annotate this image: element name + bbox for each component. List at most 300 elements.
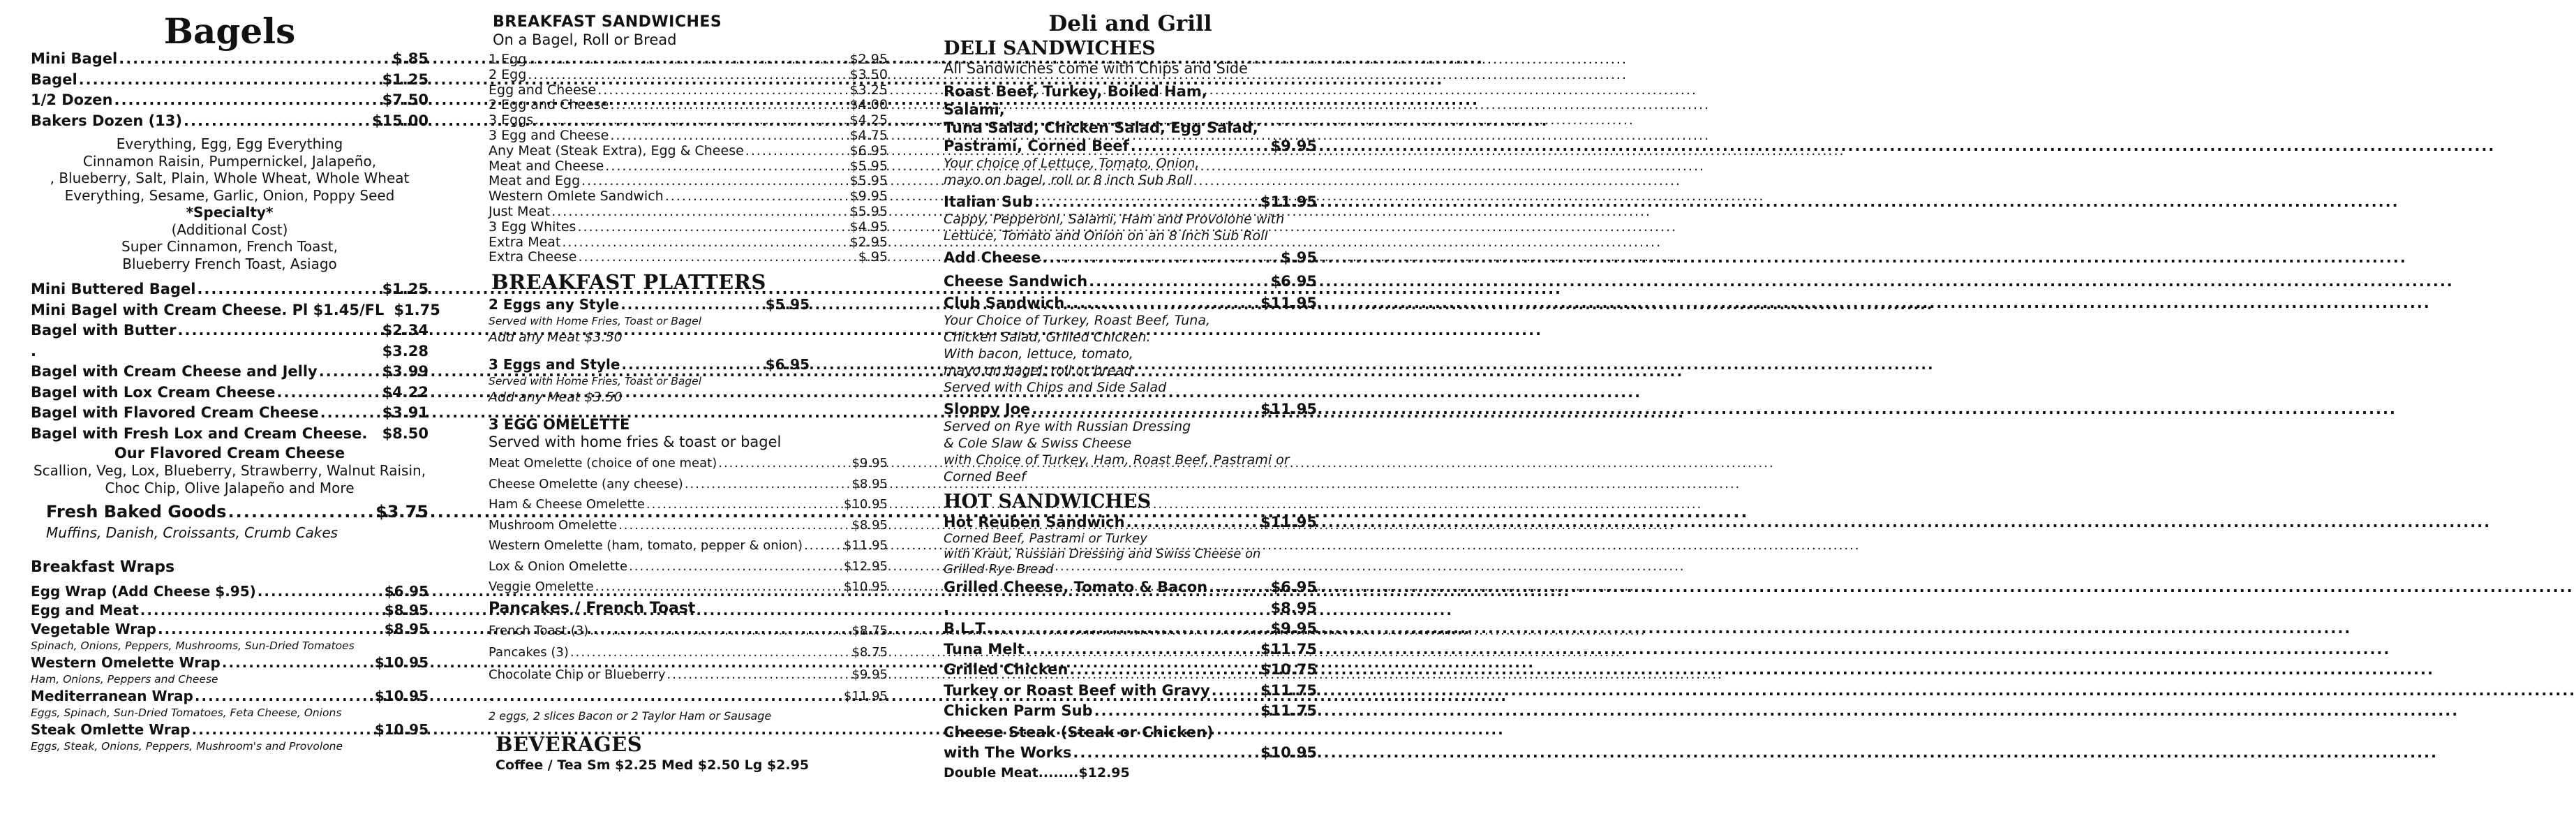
breakfast-sandwiches-title: BREAKFAST SANDWICHES bbox=[493, 13, 722, 31]
menu-item-row bbox=[489, 642, 888, 664]
breakfast-wraps-title: Breakfast Wraps bbox=[31, 558, 175, 576]
item-price: $11.95 bbox=[1260, 401, 1317, 417]
item-name: Mini Bagel bbox=[31, 50, 118, 67]
item-price: $3.91 bbox=[382, 404, 429, 421]
leader-dots bbox=[535, 113, 848, 128]
item-price: $5.95 bbox=[849, 173, 888, 189]
item-name: Egg Wrap (Add Cheese $.95) bbox=[31, 583, 256, 600]
leader-dots bbox=[618, 515, 850, 536]
leader-dots bbox=[195, 687, 373, 706]
item-name: Vegetable Wrap bbox=[31, 621, 156, 637]
specialty-line: Blueberry French Toast, Asiago bbox=[122, 255, 337, 272]
add-cheese-row bbox=[944, 249, 1317, 268]
item-price: $4.25 bbox=[849, 112, 888, 128]
item-name: 2 Egg bbox=[489, 66, 527, 82]
breakfast-sandwich-list bbox=[489, 52, 888, 265]
menu-item-row bbox=[31, 362, 429, 383]
menu-item-row bbox=[489, 686, 888, 708]
wrap-list bbox=[31, 582, 429, 753]
item-name: . bbox=[489, 689, 493, 704]
leader-dots bbox=[197, 279, 380, 300]
item-price: $10.95 bbox=[844, 497, 888, 512]
item-price: $11.95 bbox=[844, 689, 888, 704]
leader-dots bbox=[320, 403, 381, 424]
menu-item-row bbox=[489, 250, 888, 265]
bagels-column bbox=[31, 0, 440, 754]
item-price: $8.95 bbox=[384, 602, 429, 619]
item-price: $8.95 bbox=[851, 476, 888, 491]
menu-item-row bbox=[489, 453, 888, 474]
specialty-line: Super Cinnamon, French Toast, bbox=[121, 238, 338, 255]
item-name: Meat Omelette (choice of one meat) bbox=[489, 456, 717, 471]
wrap-note: Spinach, Onions, Peppers, Mushrooms, Sun-Dried Tomatoes bbox=[31, 639, 355, 652]
item-price: $10.95 bbox=[374, 688, 429, 704]
note-line: Corned Beef bbox=[944, 469, 1026, 484]
platter-note: Served with Home Fries, Toast or Bagel bbox=[489, 315, 702, 328]
item-name: Bagel with Fresh Lox and Cream Cheese. bbox=[31, 424, 368, 442]
item-name: B.L.T bbox=[944, 620, 985, 637]
classic-line: Tuna Salad, Chicken Salad, Egg Salad, bbox=[944, 119, 1258, 136]
sloppy-joe-row bbox=[944, 400, 1317, 418]
bagel-flavor-list bbox=[31, 135, 429, 204]
item-name: 2 Eggs any Style bbox=[489, 296, 620, 313]
item-price: $9.95 bbox=[849, 188, 888, 205]
wrap-note: Eggs, Spinach, Sun-Dried Tomatoes, Feta Cheese, Onions bbox=[31, 706, 342, 719]
note-line: Your choice of Lettuce, Tomato, Onion, bbox=[944, 156, 1200, 171]
item-price: $6.95 bbox=[849, 142, 888, 158]
menu-item-row bbox=[489, 144, 888, 159]
wrap-row bbox=[31, 687, 429, 706]
leader-dots bbox=[158, 620, 383, 639]
leader-dots bbox=[114, 90, 380, 111]
item-name: Bagel with Flavored Cream Cheese bbox=[31, 404, 319, 421]
classic-deli-row bbox=[944, 137, 1317, 155]
item-name: Steak Omlette Wrap bbox=[31, 721, 191, 738]
item-name: Grilled Cheese, Tomato & Bacon bbox=[944, 579, 1208, 595]
menu-item-row bbox=[489, 474, 888, 495]
leader-dots bbox=[610, 98, 848, 113]
item-name: Sloppy Joe bbox=[944, 401, 1031, 417]
cheese-steak-line: Cheese Steak (Steak or Chicken) bbox=[944, 723, 1214, 741]
club-sandwich-row bbox=[944, 294, 1317, 312]
flavored-cream-cheese-title: Our Flavored Cream Cheese bbox=[114, 445, 345, 461]
menu-item-row bbox=[489, 98, 888, 113]
item-price: $3.28 bbox=[382, 342, 429, 360]
item-price: $11.75 bbox=[1260, 681, 1317, 699]
item-name: Grilled Chicken bbox=[944, 661, 1069, 678]
omelette-subtitle: Served with home fries & toast or bagel bbox=[489, 434, 782, 451]
leader-dots bbox=[621, 355, 764, 374]
item-name: 3 Eggs bbox=[489, 112, 534, 128]
menu-item-row bbox=[944, 598, 1317, 619]
deli-sandwiches-subtitle: All Sandwiches come with Chips and Side bbox=[944, 60, 1248, 77]
menu-item-row bbox=[944, 577, 1317, 598]
note-line: Grilled Rye Bread bbox=[944, 562, 1054, 577]
specialty-list bbox=[31, 238, 429, 272]
menu-item-row bbox=[944, 701, 1317, 722]
leader-dots bbox=[745, 144, 849, 159]
specialty-note: (Additional Cost) bbox=[171, 221, 288, 238]
item-name: 3 Eggs and Style bbox=[489, 356, 620, 373]
leader-dots bbox=[119, 49, 391, 70]
item-price: $1.25 bbox=[382, 71, 429, 88]
italian-sub-row bbox=[944, 193, 1317, 211]
leader-dots bbox=[528, 52, 848, 68]
item-name: Bagel with Cream Cheese and Jelly bbox=[31, 363, 318, 380]
item-price: $3.75 bbox=[375, 502, 429, 521]
item-name: Cheese Omelette (any cheese) bbox=[489, 476, 683, 491]
item-name: Mini Bagel with Cream Cheese. Pl $1.45/FL bbox=[31, 301, 385, 318]
pancakes-note: 2 eggs, 2 slices Bacon or 2 Taylor Ham or Sausage bbox=[489, 709, 772, 723]
item-price: $9.95 bbox=[1270, 138, 1317, 154]
sloppy-joe-notes bbox=[944, 418, 1317, 485]
item-name: French Toast (3) bbox=[489, 623, 589, 638]
item-name: Egg and Cheese bbox=[489, 82, 597, 98]
club-sandwich-notes bbox=[944, 312, 1317, 396]
menu-item-row bbox=[31, 403, 429, 424]
item-name: Mushroom Omelette bbox=[489, 517, 618, 533]
item-name: Lox & Onion Omelette bbox=[489, 558, 628, 574]
item-price: $.85 bbox=[392, 50, 429, 67]
item-price: $8.75 bbox=[851, 645, 888, 660]
item-price: $.95 bbox=[1281, 249, 1317, 266]
item-price: $11.75 bbox=[1260, 640, 1317, 658]
wrap-row bbox=[31, 601, 429, 620]
baked-goods-note: Muffins, Danish, Croissants, Crumb Cakes bbox=[46, 524, 338, 541]
item-name: Ham & Cheese Omelette bbox=[489, 497, 645, 512]
item-name: 1 Egg bbox=[489, 52, 527, 67]
leader-dots bbox=[629, 556, 842, 577]
leader-dots bbox=[192, 720, 373, 739]
item-name: Veggie Omelette bbox=[489, 579, 594, 595]
item-price: $5.95 bbox=[765, 296, 810, 313]
classic-line: Salami, bbox=[944, 101, 1005, 118]
wrap-note: Ham, Onions, Peppers and Cheese bbox=[31, 673, 218, 686]
menu-item-row bbox=[31, 90, 429, 111]
item-name: Chicken Parm Sub bbox=[944, 702, 1093, 719]
leader-dots bbox=[79, 70, 381, 91]
leader-dots bbox=[562, 235, 848, 251]
breakfast-sandwiches-subtitle: On a Bagel, Roll or Bread bbox=[493, 31, 677, 48]
flavor-line: Everything, Egg, Egg Everything bbox=[116, 135, 343, 152]
platter-addon: Add any Meat $3.50 bbox=[489, 330, 623, 346]
menu-item-row bbox=[489, 83, 888, 98]
menu-item-row bbox=[489, 174, 888, 189]
item-name: Bagel with Butter bbox=[31, 322, 177, 339]
menu-item-row bbox=[31, 70, 429, 91]
double-meat-line: Double Meat........$12.95 bbox=[944, 765, 1130, 780]
bagels-title: Bagels bbox=[163, 10, 296, 52]
leader-dots bbox=[1209, 577, 1269, 598]
item-name: Western Omelette (ham, tomato, pepper & onion) bbox=[489, 538, 803, 554]
note-line: With bacon, lettuce, tomato, bbox=[944, 346, 1133, 362]
menu-item-row bbox=[489, 128, 888, 144]
leader-dots bbox=[667, 664, 851, 686]
item-name: Mediterranean Wrap bbox=[31, 688, 193, 704]
leader-dots bbox=[184, 111, 371, 132]
beverages-title: BEVERAGES bbox=[496, 732, 643, 756]
menu-item-row bbox=[31, 383, 429, 404]
item-name: Add Cheese bbox=[944, 249, 1041, 266]
item-name: Pancakes (3) bbox=[489, 645, 569, 660]
item-name: Pastrami, Corned Beef bbox=[944, 138, 1129, 154]
item-name: 2 Egg and Cheese bbox=[489, 97, 609, 113]
item-name: Club Sandwich bbox=[944, 295, 1065, 311]
platter-row bbox=[489, 295, 810, 314]
leader-dots bbox=[277, 383, 381, 404]
item-name: . bbox=[944, 599, 949, 616]
item-price: $2.34 bbox=[382, 322, 429, 339]
item-price: $5.95 bbox=[849, 158, 888, 174]
item-name: Any Meat (Steak Extra), Egg & Cheese bbox=[489, 142, 744, 158]
specialty-title: *Specialty* bbox=[186, 204, 274, 221]
item-name: 1/2 Dozen bbox=[31, 91, 113, 108]
hot-reuben-row bbox=[944, 513, 1317, 531]
item-price: $4.00 bbox=[849, 97, 888, 113]
menu-item-row bbox=[31, 49, 429, 70]
menu-item-row bbox=[31, 341, 429, 362]
pancake-list bbox=[489, 620, 888, 708]
breakfast-platters-title: BREAKFAST PLATTERS bbox=[491, 270, 766, 295]
item-price: $4.95 bbox=[849, 219, 888, 235]
item-price: $10.75 bbox=[1260, 661, 1317, 678]
menu-item-row bbox=[489, 113, 888, 128]
menu-item-row bbox=[944, 660, 1317, 681]
menu-item-row bbox=[944, 619, 1317, 639]
leader-dots bbox=[590, 620, 850, 642]
note-line: with Kraut, Russian Dressing and Swiss Cheese on bbox=[944, 547, 1261, 561]
item-price: $10.95 bbox=[374, 654, 429, 671]
leader-dots bbox=[577, 220, 848, 235]
leader-dots bbox=[1069, 660, 1259, 681]
leader-dots bbox=[685, 474, 851, 495]
item-price: $6.95 bbox=[384, 583, 429, 600]
leader-dots bbox=[665, 189, 849, 205]
item-price: $4.75 bbox=[849, 127, 888, 143]
italian-sub-notes bbox=[944, 211, 1317, 244]
item-price: $3.99 bbox=[382, 363, 429, 380]
menu-item-row bbox=[31, 320, 429, 341]
menu-item-row bbox=[489, 535, 888, 556]
note-line: Lettuce, Tomato and Onion on an 8 Inch Sub Roll bbox=[944, 228, 1268, 244]
item-name: Western Omlete Sandwich bbox=[489, 188, 664, 205]
note-line: mayo on bagel, roll or 8 inch Sub Roll bbox=[944, 172, 1193, 188]
menu-item-row bbox=[31, 424, 429, 445]
leader-dots bbox=[597, 83, 848, 98]
classic-deli-list bbox=[944, 82, 1317, 137]
leader-dots bbox=[718, 453, 850, 474]
item-name: Turkey or Roast Beef with Gravy bbox=[944, 681, 1210, 699]
item-name: Just Meat bbox=[489, 203, 551, 219]
item-price: $6.95 bbox=[1270, 272, 1317, 290]
platter-row bbox=[489, 355, 810, 374]
hot-sandwich-list bbox=[944, 577, 1317, 722]
leader-dots bbox=[581, 174, 848, 189]
flavor-line: Scallion, Veg, Lox, Blueberry, Strawberry, Walnut Raisin, bbox=[33, 462, 426, 479]
item-price: $3.25 bbox=[849, 82, 888, 98]
item-name: Tuna Melt bbox=[944, 640, 1025, 658]
deli-sandwiches-title: DELI SANDWICHES bbox=[944, 38, 1156, 59]
menu-item-row bbox=[489, 52, 888, 68]
item-name: Cheese Sandwich bbox=[944, 272, 1088, 290]
spread-price-list bbox=[31, 279, 440, 444]
note-line: mayo on bagel, roll or bread bbox=[944, 363, 1133, 378]
item-price: $2.95 bbox=[849, 52, 888, 67]
flavored-cream-cheese-list bbox=[31, 462, 429, 496]
classic-line: Roast Beef, Turkey, Boiled Ham, bbox=[944, 83, 1207, 100]
leader-dots bbox=[178, 320, 381, 341]
item-name: Mini Buttered Bagel bbox=[31, 281, 196, 297]
item-price: $1.75 bbox=[394, 301, 440, 318]
item-price: $5.95 bbox=[849, 203, 888, 219]
menu-item-row bbox=[489, 556, 888, 577]
wrap-note: Eggs, Steak, Onions, Peppers, Mushroom's and Provolone bbox=[31, 740, 343, 753]
item-price: $8.95 bbox=[1270, 599, 1317, 616]
item-name: Extra Meat bbox=[489, 234, 561, 250]
item-price: $8.50 bbox=[382, 424, 429, 442]
menu-item-row bbox=[489, 577, 888, 598]
menu-item-row bbox=[31, 300, 440, 321]
leader-dots bbox=[804, 535, 842, 556]
leader-dots bbox=[570, 642, 851, 664]
menu-item-row bbox=[489, 220, 888, 235]
pancakes-title: Pancakes / French Toast bbox=[489, 599, 696, 617]
platter-addon: Add any Meat $3.50 bbox=[489, 390, 623, 406]
flavor-line: Choc Chip, Olive Jalapeño and More bbox=[105, 479, 355, 496]
item-price: $11.95 bbox=[1260, 193, 1317, 210]
wrap-row bbox=[31, 582, 429, 601]
beverages-line: Coffee / Tea Sm $2.25 Med $2.50 Lg $2.95 bbox=[496, 757, 810, 773]
leader-dots bbox=[1094, 701, 1259, 722]
breakfast-column bbox=[489, 0, 888, 774]
leader-dots bbox=[987, 619, 1270, 639]
item-price: $11.75 bbox=[1260, 702, 1317, 719]
menu-item-row bbox=[489, 68, 888, 83]
item-name: Bagel bbox=[31, 71, 77, 88]
item-price: $.95 bbox=[858, 249, 888, 265]
note-line: Cappy, Pepperoni, Salami, Ham and Provolone with bbox=[944, 212, 1285, 227]
leader-dots bbox=[620, 295, 764, 314]
item-name: Extra Cheese bbox=[489, 249, 577, 265]
item-price: $4.22 bbox=[382, 383, 429, 401]
item-name: Hot Reuben Sandwich bbox=[944, 514, 1125, 531]
item-name: Egg and Meat bbox=[31, 602, 139, 619]
bagel-price-list bbox=[31, 49, 429, 131]
item-price: $6.95 bbox=[1270, 579, 1317, 595]
leader-dots bbox=[1212, 681, 1259, 702]
leader-dots bbox=[610, 128, 848, 144]
leader-dots bbox=[140, 601, 383, 620]
flavor-line: Cinnamon Raisin, Pumpernickel, Jalapeño, bbox=[82, 152, 377, 170]
item-price: $9.95 bbox=[1270, 620, 1317, 637]
item-name: 3 Egg Whites bbox=[489, 219, 576, 235]
item-price: $15.00 bbox=[371, 112, 429, 129]
wrap-row bbox=[31, 720, 429, 739]
note-line: & Cole Slaw & Swiss Cheese bbox=[944, 436, 1132, 451]
wrap-row bbox=[31, 653, 429, 672]
item-name: Fresh Baked Goods bbox=[46, 502, 227, 521]
item-price: $10.95 bbox=[844, 579, 888, 595]
leader-dots bbox=[551, 205, 848, 220]
hot-sandwiches-title: HOT SANDWICHES bbox=[944, 491, 1152, 512]
note-line: Served with Chips and Side Salad bbox=[944, 380, 1167, 395]
menu-item-row bbox=[489, 235, 888, 251]
note-line: Your Choice of Turkey, Roast Beef, Tuna, bbox=[944, 313, 1211, 328]
item-price: $7.50 bbox=[382, 91, 429, 108]
item-price: $6.95 bbox=[765, 356, 810, 373]
item-name: Bagel with Lox Cream Cheese bbox=[31, 383, 276, 401]
menu-item-row bbox=[944, 639, 1317, 660]
omelette-title: 3 EGG OMELETTE bbox=[489, 416, 630, 434]
item-name: Meat and Cheese bbox=[489, 158, 604, 174]
flavor-line: , Blueberry, Salt, Plain, Whole Wheat, Whole Wheat bbox=[50, 170, 410, 186]
item-price: $8.95 bbox=[851, 517, 888, 533]
item-name: Meat and Egg bbox=[489, 173, 581, 189]
item-price: $1.25 bbox=[382, 281, 429, 297]
platter-list bbox=[489, 295, 888, 406]
platter-note: Served with Home Fries, Toast or Bagel bbox=[489, 375, 702, 388]
menu-item-row bbox=[489, 205, 888, 220]
item-price: $9.95 bbox=[851, 456, 888, 471]
leader-dots bbox=[605, 159, 848, 175]
leader-dots bbox=[258, 582, 383, 601]
leader-dots bbox=[578, 250, 856, 265]
item-price: $10.95 bbox=[1260, 743, 1317, 761]
menu-item-row bbox=[31, 111, 429, 132]
menu-item-row bbox=[31, 279, 429, 300]
item-name: with The Works bbox=[944, 743, 1072, 761]
menu-item-row bbox=[489, 189, 888, 205]
deli-column bbox=[944, 0, 1317, 783]
menu-item-row bbox=[944, 681, 1317, 702]
menu-item-row bbox=[489, 494, 888, 515]
cheese-sandwich-row bbox=[944, 272, 1317, 292]
item-price: $12.95 bbox=[844, 558, 888, 574]
menu-item-row bbox=[489, 515, 888, 536]
item-name: Western Omelette Wrap bbox=[31, 654, 221, 671]
leader-dots bbox=[319, 362, 381, 383]
item-price: $11.95 bbox=[844, 538, 888, 554]
leader-dots bbox=[528, 68, 848, 83]
leader-dots bbox=[646, 494, 842, 515]
item-price: $11.95 bbox=[1260, 295, 1317, 311]
leader-dots bbox=[1026, 639, 1259, 660]
cheese-steak-row bbox=[944, 743, 1317, 764]
item-price: $3.50 bbox=[849, 66, 888, 82]
item-price: $2.95 bbox=[849, 234, 888, 250]
item-name: Italian Sub bbox=[944, 193, 1033, 210]
deli-title: Deli and Grill bbox=[1048, 11, 1212, 36]
fresh-baked-goods-row bbox=[46, 501, 429, 523]
wrap-row bbox=[31, 620, 429, 639]
note-line: with Choice of Turkey, Ham, Roast Beef, Pastrami or bbox=[944, 452, 1290, 468]
item-price: $8.75 bbox=[851, 623, 888, 638]
note-line: Chicken Salad, Grilled Chicken. bbox=[944, 330, 1151, 345]
omelette-list bbox=[489, 453, 888, 598]
menu-item-row bbox=[489, 620, 888, 642]
leader-dots bbox=[595, 577, 842, 598]
item-name: Bakers Dozen (13) bbox=[31, 112, 182, 129]
note-line: Corned Beef, Pastrami or Turkey bbox=[944, 531, 1147, 546]
item-price: $9.95 bbox=[851, 667, 888, 682]
menu-item-row bbox=[489, 159, 888, 175]
menu-item-row bbox=[489, 664, 888, 686]
hot-reuben-notes bbox=[944, 531, 1317, 577]
item-price: $11.95 bbox=[1260, 514, 1317, 531]
note-line: Served on Rye with Russian Dressing bbox=[944, 419, 1191, 434]
leader-dots bbox=[222, 653, 373, 672]
flavor-line: Everything, Sesame, Garlic, Onion, Poppy Seed bbox=[64, 186, 395, 204]
